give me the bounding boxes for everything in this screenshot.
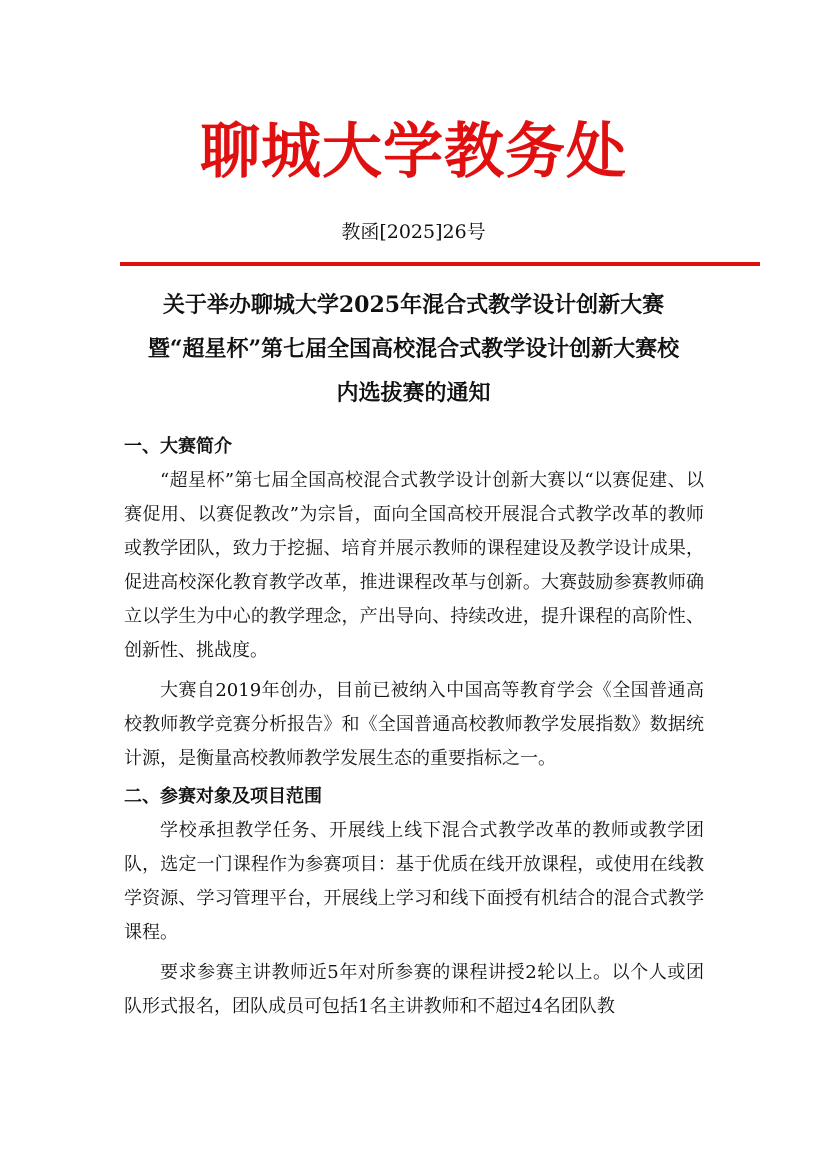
section-eligibility xyxy=(124,780,704,1024)
paragraph: 学校承担教学任务、开展线上线下混合式教学改革的教师或教学团队，选定一门课程作为参赛项目：基于优质在线开放课程，或使用在线教学资源、学习管理平台，开展线上学习和线下面授有机结合的混合式教学课程。 xyxy=(124,820,704,943)
notice-title-line: 内选拔赛的通知 xyxy=(336,380,491,406)
notice-title-line: 暨“超星杯”第七届全国高校混合式教学设计创新大赛校 xyxy=(147,336,680,362)
paragraph: 要求参赛主讲教师近5年对所参赛的课程讲授2轮以上。以个人或团队形式报名，团队成员可包括1名主讲教师和不超过4名团队教 xyxy=(124,962,704,1017)
paragraph: 大赛自2019年创办，目前已被纳入中国高等教育学会《全国普通高校教师教学竞赛分析报告》和《全国普通高校教师教学发展指数》数据统计源，是衡量高校教师教学发展生态的重要指标之一。 xyxy=(124,680,704,769)
document-number: 教函[2025]26号 xyxy=(341,221,486,243)
paragraph: “超星杯”第七届全国高校混合式教学设计创新大赛以“以赛促建、以赛促用、以赛促教改”为宗旨，面向全国高校开展混合式教学改革的教师或教学团队，致力于挖掘、培育并展示教师的课程建设及教学设计成果，促进高校深化教育教学改革，推进课程改革与创新。大赛鼓励参赛教师确立以学生为中心的教学理念，产出导向、持续改进，提升课程的高阶性、创新性、挑战度。 xyxy=(124,470,704,661)
section-intro xyxy=(124,430,704,776)
red-divider-line xyxy=(120,262,760,266)
issuing-office-title: 聊城大学教务处 xyxy=(200,117,627,187)
notice-title xyxy=(100,283,727,415)
section-heading: 二、参赛对象及项目范围 xyxy=(124,786,322,807)
notice-body xyxy=(124,430,704,1024)
notice-title-line: 关于举办聊城大学2025年混合式教学设计创新大赛 xyxy=(162,292,665,318)
section-heading: 一、大赛简介 xyxy=(124,436,232,457)
